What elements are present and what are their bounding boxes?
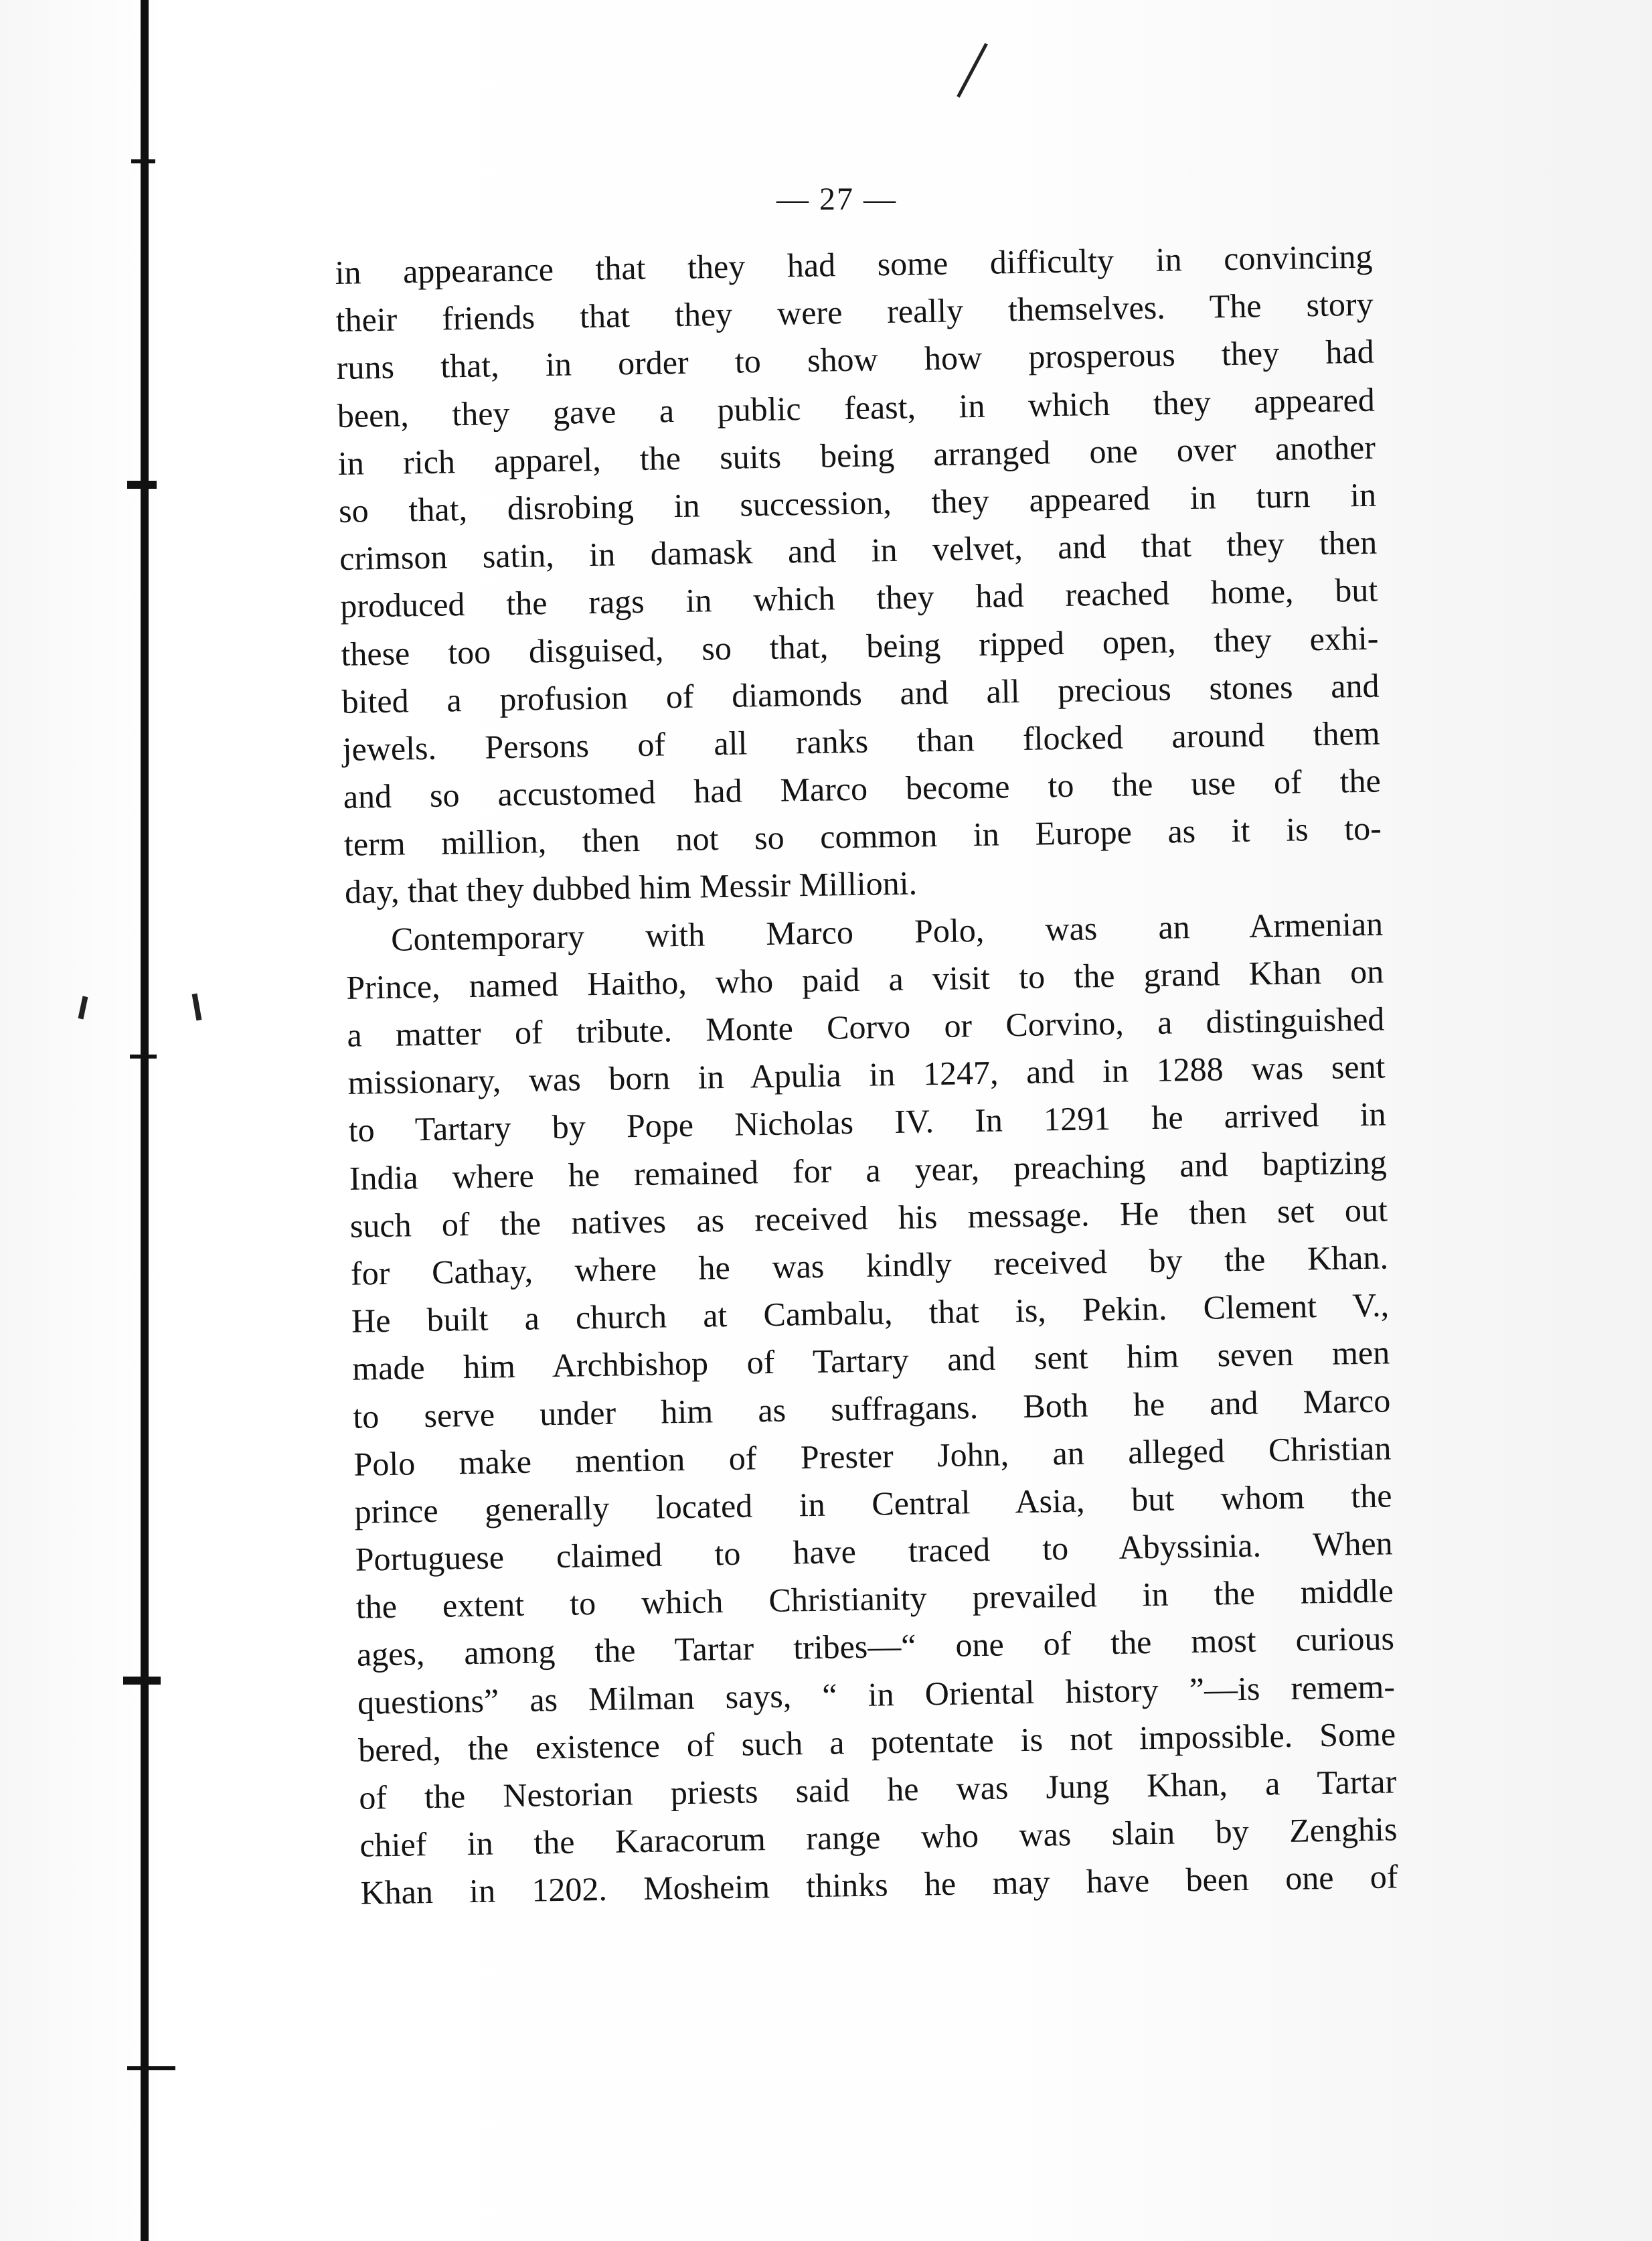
text-line: jewels. Persons of all ranks than flocked around them xyxy=(342,714,1380,768)
text-line: to serve under him as suffragans. Both he and Marco xyxy=(352,1381,1391,1436)
text-line: a matter of tribute. Monte Corvo or Corvino, a distinguished xyxy=(347,1000,1385,1054)
text-line: Khan in 1202. Mosheim thinks he may have been one of xyxy=(360,1857,1398,1912)
text-line: missionary, was born in Apulia in 1247, and in 1288 was sent xyxy=(347,1047,1386,1102)
body-text xyxy=(335,233,1398,1918)
text-line: prince generally located in Central Asia, but whom the xyxy=(354,1476,1392,1531)
binding-tick xyxy=(127,481,157,489)
text-line: produced the rags in which they had reached home, but xyxy=(339,570,1378,625)
binding-tick xyxy=(131,159,155,163)
text-line: so that, disrobing in succession, they appeared in turn in xyxy=(338,475,1377,530)
text-line: of the Nestorian priests said he was Jung Khan, a Tartar xyxy=(358,1762,1397,1817)
text-line: term million, then not so common in Europe as it is to- xyxy=(343,809,1382,864)
text-line: bited a profusion of diamonds and all precious stones and xyxy=(341,666,1380,720)
binding-tick xyxy=(123,1677,161,1685)
binding-line xyxy=(141,0,149,2241)
text-line: in rich apparel, the suits being arranged one over another xyxy=(337,428,1376,482)
text-line: and so accustomed had Marco become to the use of the xyxy=(343,761,1382,816)
binding-tick xyxy=(127,2066,175,2070)
text-line: crimson satin, in damask and in velvet, and that they then xyxy=(339,523,1378,578)
text-line: in appearance that they had some difficulty in convincing xyxy=(335,237,1373,291)
text-line: questions” as Milman says, “ in Oriental history ”—is remem- xyxy=(357,1667,1396,1721)
margin-mark xyxy=(192,994,202,1021)
margin-mark xyxy=(78,996,88,1020)
text-line: these too disguised, so that, being ripped open, they exhi- xyxy=(341,619,1379,673)
text-line: Contemporary with Marco Polo, was an Armenian xyxy=(390,905,1384,958)
text-line: made him Archbishop of Tartary and sent him seven men xyxy=(351,1333,1390,1388)
text-line: for Cathay, where he was kindly received by the Khan. xyxy=(350,1238,1389,1292)
text-line: India where he remained for a year, preaching and baptizing xyxy=(349,1143,1388,1197)
text-line: such of the natives as received his message. He then set out xyxy=(349,1190,1388,1245)
text-line: bered, the existence of such a potentate is not impossible. Some xyxy=(357,1715,1396,1769)
page-number: — 27 — xyxy=(776,181,897,217)
text-line: He built a church at Cambalu, that is, Pekin. Clement V., xyxy=(351,1286,1390,1340)
text-line: to Tartary by Pope Nicholas IV. In 1291 he arrived in xyxy=(348,1095,1386,1150)
text-line: been, they gave a public feast, in which they appeared xyxy=(337,380,1376,435)
text-line: Prince, named Haitho, who paid a visit to the grand Khan on xyxy=(345,952,1384,1006)
text-line: runs that, in order to show how prosperous they had xyxy=(336,333,1375,387)
text-line: their friends that they were really themselves. The story xyxy=(335,285,1374,339)
text-line: Portuguese claimed to have traced to Abyssinia. When xyxy=(355,1524,1393,1578)
binding-tick xyxy=(130,1055,157,1059)
text-line: Polo make mention of Prester John, an alleged Christian xyxy=(353,1429,1392,1483)
margin-mark xyxy=(957,43,988,98)
text-line: day, that they dubbed him Messir Millioni. xyxy=(344,864,918,911)
text-line: the extent to which Christianity prevailed in the middle xyxy=(355,1571,1394,1626)
text-line: chief in the Karacorum range who was slain by Zenghis xyxy=(359,1810,1398,1864)
text-line: ages, among the Tartar tribes—“ one of the most curious xyxy=(356,1619,1395,1674)
